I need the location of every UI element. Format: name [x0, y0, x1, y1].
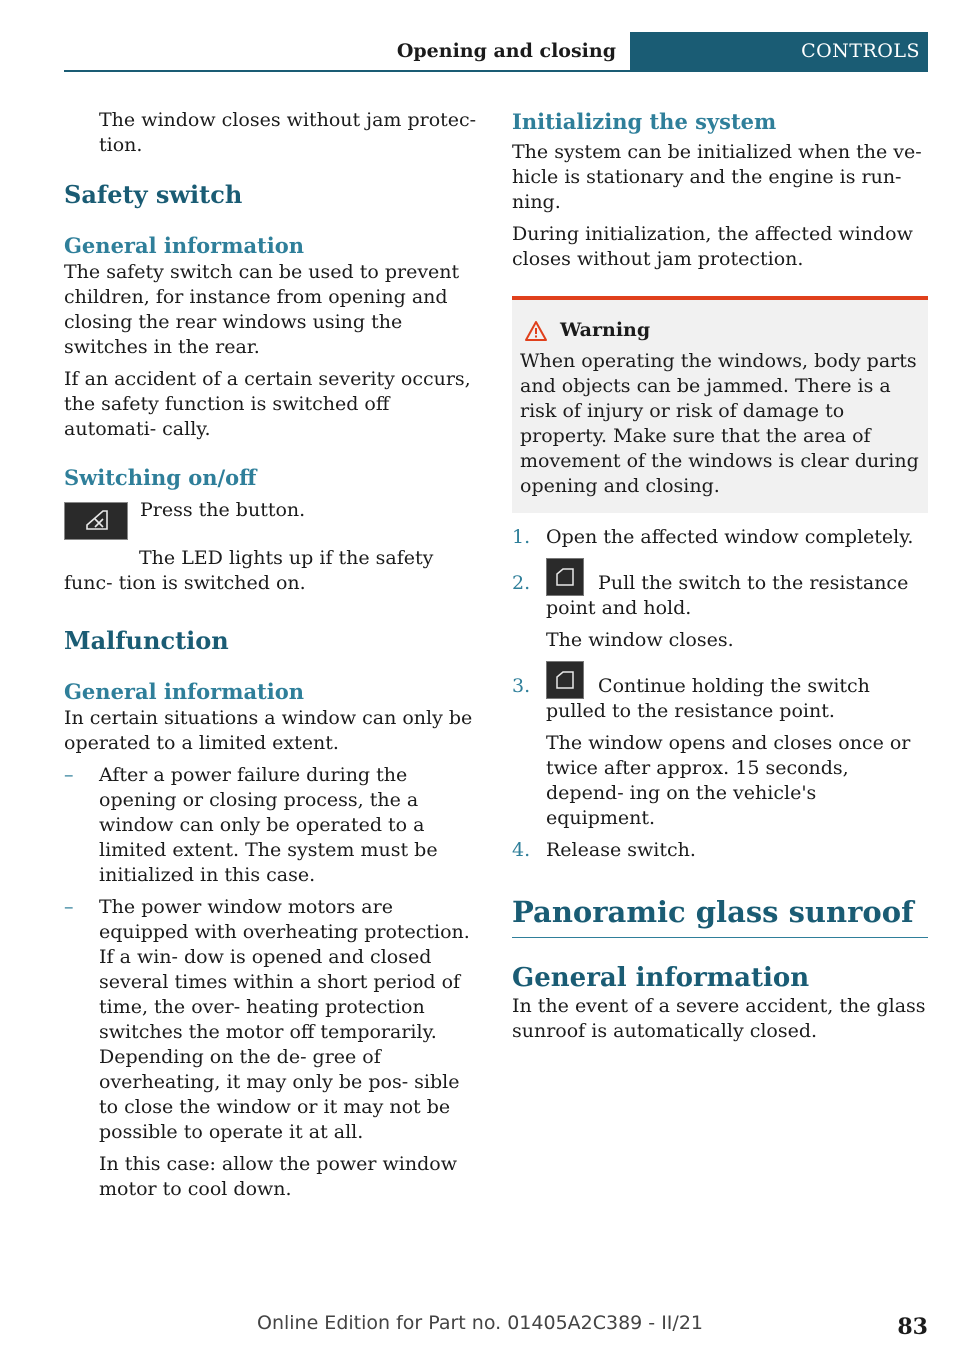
window-switch-icon	[546, 558, 584, 596]
list-item	[512, 557, 928, 653]
list-item	[512, 660, 928, 831]
steps-list	[512, 525, 928, 863]
press-button-text: Press the button.	[140, 499, 306, 521]
init-heading: Initializing the system	[512, 109, 777, 134]
dash-bullet: –	[64, 764, 74, 786]
malfunction-intro: In certain situations a window can only be operated to a limited extent.	[64, 707, 473, 754]
step-number: 4.	[512, 839, 531, 861]
step-extra: The window opens and closes once or twice after approx. 15 seconds, depend‐ ing on the vehicle's equipment.	[546, 732, 911, 829]
safety-switch-heading: Safety switch	[64, 180, 243, 209]
left-column	[64, 108, 480, 1209]
sunroof-heading: Panoramic glass sunroof	[512, 895, 914, 929]
step-text: Open the affected window completely.	[546, 526, 914, 548]
step-extra: The window closes.	[546, 629, 734, 651]
list-item-text: The power window motors are equipped with overheating protection. If a win‐ dow is opened and closed several times within a short period of time, the over‐ heating protection switches the motor off temporarily. Depending on the de‐ gree of overheating, it may only be pos‐ sible to close the window or it may not be possible to operate it at all.	[99, 896, 470, 1143]
warning-triangle-icon	[524, 320, 548, 342]
window-switch-icon	[546, 661, 584, 699]
warning-box	[512, 296, 928, 513]
sunroof-heading-rule	[512, 893, 928, 938]
init-text-2: During initialization, the affected window closes without jam protection.	[512, 223, 913, 270]
dash-bullet: –	[64, 896, 74, 918]
step-number: 1.	[512, 526, 531, 548]
right-column	[512, 108, 928, 1051]
step-text: Continue holding the switch pulled to the resistance point.	[546, 675, 870, 722]
safety-switch-button-icon	[64, 502, 128, 540]
malfunction-heading: Malfunction	[64, 626, 229, 655]
intro-text: The window closes without jam protec‐ tion.	[99, 109, 477, 156]
list-item	[64, 895, 480, 1202]
safety-general-text-2: If an accident of a certain severity occurs, the safety function is switched off automati‐ cally.	[64, 368, 471, 440]
safety-general-text-1: The safety switch can be used to prevent children, for instance from opening and closing the rear windows using the switches in the rear.	[64, 261, 460, 358]
page-header	[64, 32, 928, 72]
malfunction-list	[64, 763, 480, 1202]
step-number: 3.	[512, 675, 531, 697]
switch-row	[64, 498, 480, 540]
step-text: Release switch.	[546, 839, 696, 861]
switching-heading: Switching on/off	[64, 465, 257, 490]
led-text: The LED lights up if the safety func‐ tion is switched on.	[64, 547, 434, 594]
step-text: Pull the switch to the resistance point and hold.	[546, 572, 909, 619]
header-chapter-tab: CONTROLS	[630, 32, 928, 70]
list-item	[64, 763, 480, 888]
step-number: 2.	[512, 572, 531, 594]
sunroof-general-heading: General information	[512, 963, 810, 993]
sunroof-text: In the event of a severe accident, the glass sunroof is automatically closed.	[512, 995, 926, 1042]
init-text-1: The system can be initialized when the ve‐ hicle is stationary and the engine is run‐ ning.	[512, 141, 922, 213]
warning-title: Warning	[560, 319, 651, 341]
list-item-text: After a power failure during the opening or closing process, the a window can only be operated to a limited extent. The system must be initialized in this case.	[99, 764, 438, 886]
safety-general-heading: General information	[64, 233, 305, 258]
page-number: 83	[897, 1314, 928, 1340]
list-item	[512, 838, 928, 863]
list-item	[512, 525, 928, 550]
malfunction-general-heading: General information	[64, 679, 305, 704]
header-section-title: Opening and closing	[396, 40, 616, 62]
list-item-extra: In this case: allow the power window motor to cool down.	[99, 1153, 457, 1200]
footer-edition: Online Edition for Part no. 01405A2C389 - II/21	[256, 1312, 703, 1334]
warning-text: When operating the windows, body parts and objects can be jammed. There is a risk of injury or risk of damage to property. Make sure that the area of movement of the windows is clear during opening and closing.	[520, 350, 919, 497]
warning-title-row	[520, 318, 920, 343]
